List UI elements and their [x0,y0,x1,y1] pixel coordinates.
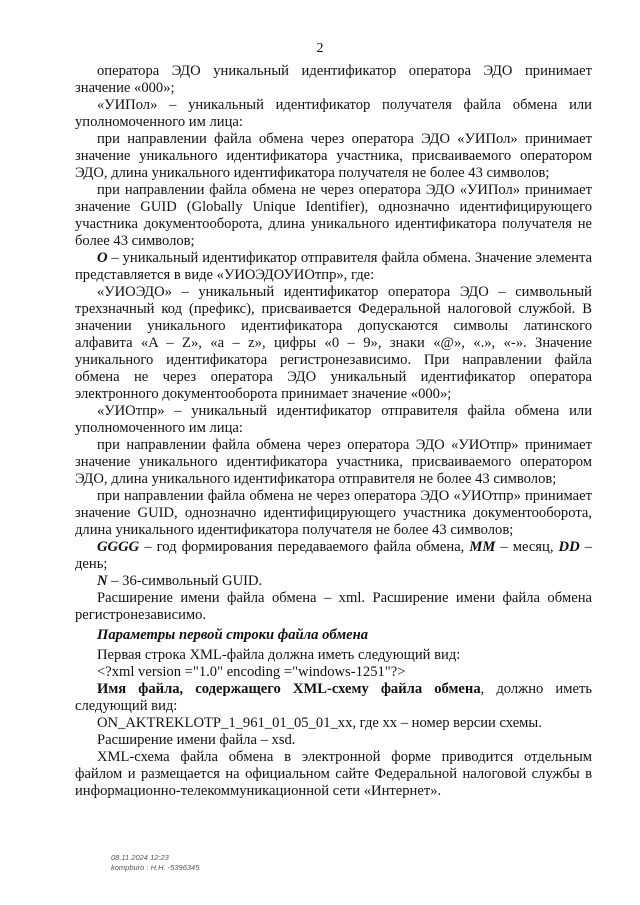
paragraph-uipol-definition: «УИПол» – уникальный идентификатор получателя файла обмена или уполномоченного им лица: [75,97,592,130]
paragraph-n-definition [75,573,592,590]
section-heading-text: Параметры первой строки файла обмена [97,627,369,643]
paragraph-uiotpr-definition: «УИОтпр» – уникальный идентификатор отправителя файла обмена или уполномоченного им лица: [75,403,592,436]
paragraph-date-definition [75,539,592,573]
term-n: N [97,573,108,589]
term-dd-text: – день; [75,539,592,572]
paragraph-file-extension: Расширение имени файла обмена – xml. Расширение имени файла обмена регистронезависимо. [75,590,592,623]
paragraph-xml-declaration: <?xml version ="1.0" encoding ="windows-1251"?> [97,664,406,680]
paragraph-uipol-via-operator: при направлении файла обмена через оператора ЭДО «УИПол» принимает значение уникального идентификатора участника, присваиваемого оператором ЭДО, длина уникального идентификатора получателя не более 43 символов; [75,131,592,181]
paragraph-uiotpr-not-via-operator: при направлении файла обмена не через оператора ЭДО «УИОтпр» принимает значение GUID, однозначно идентифицирующего участника документооборота, длина уникального идентификатора получателя не более 43 символов; [75,488,592,538]
term-o: O [97,250,108,266]
paragraph-schema-extension: Расширение имени файла – xsd. [97,732,296,748]
paragraph-schema-name [75,681,592,715]
schema-name-text: , должно иметь следующий вид: [75,681,592,714]
footer-timestamp: 08.11.2024 12:23 [111,853,169,862]
paragraph-uipol-not-via-operator: при направлении файла обмена не через оператора ЭДО «УИПол» принимает значение GUID (Globally Unique Identifier), однозначно идентифицирующего участника документооборота, длина уникального идентификатора получателя не более 43 символов; [75,182,592,249]
paragraph-uioedo-definition: «УИОЭДО» – уникальный идентификатор оператора ЭДО – символьный трехзначный код (префикс), присваивается Федеральной налоговой службой. В значении уникального идентификатора допускаются символы латинского алфавита «A – Z», «a – z», цифры «0 – 9», знаки «@», «.», «-». Значение уникального идентификатора регистронезависимо. При направлении файла обмена не через оператора ЭДО уникальный идентификатор оператора электронного документооборота принимает значение «000»; [75,284,592,402]
paragraph-schema-publication: XML-схема файла обмена в электронной форме приводится отдельным файлом и размещается на официальном сайте Федеральной налоговой службы в информационно-телекоммуникационной сети «Интернет». [75,749,592,799]
paragraph-first-line-intro: Первая строка XML-файла должна иметь следующий вид: [97,647,461,663]
page-number: 2 [316,41,324,56]
term-gggg: GGGG [97,539,140,555]
paragraph-uiotpr-via-operator: при направлении файла обмена через оператора ЭДО «УИОтпр» принимает значение уникального идентификатора участника, присваиваемого оператором ЭДО, длина уникального идентификатора отправителя не более 43 символов; [75,437,592,487]
term-mm: MM [469,539,496,555]
footer-stamp [111,853,199,873]
footer-user: kompburo : Н.Н. -5396345 [111,863,200,872]
term-o-text: – уникальный идентификатор отправителя файла обмена. Значение элемента представляется в виде «УИОЭДОУИОтпр», где: [75,250,592,283]
term-mm-text: – месяц, [495,539,559,555]
document-body [75,63,592,800]
term-n-text: – 36-символьный GUID. [107,573,263,589]
schema-name-bold: Имя файла, содержащего XML-схему файла обмена [97,681,481,697]
paragraph-operator-value: оператора ЭДО уникальный идентификатор оператора ЭДО принимает значение «000»; [75,63,592,96]
section-heading-first-line [75,627,592,644]
term-dd: DD [558,539,580,555]
paragraph-schema-filename: ON_AKTREKLOTP_1_961_01_05_01_xx, где хх – номер версии схемы. [97,715,542,731]
paragraph-o-definition [75,250,592,284]
term-gggg-text: – год формирования передаваемого файла обмена, [139,539,470,555]
